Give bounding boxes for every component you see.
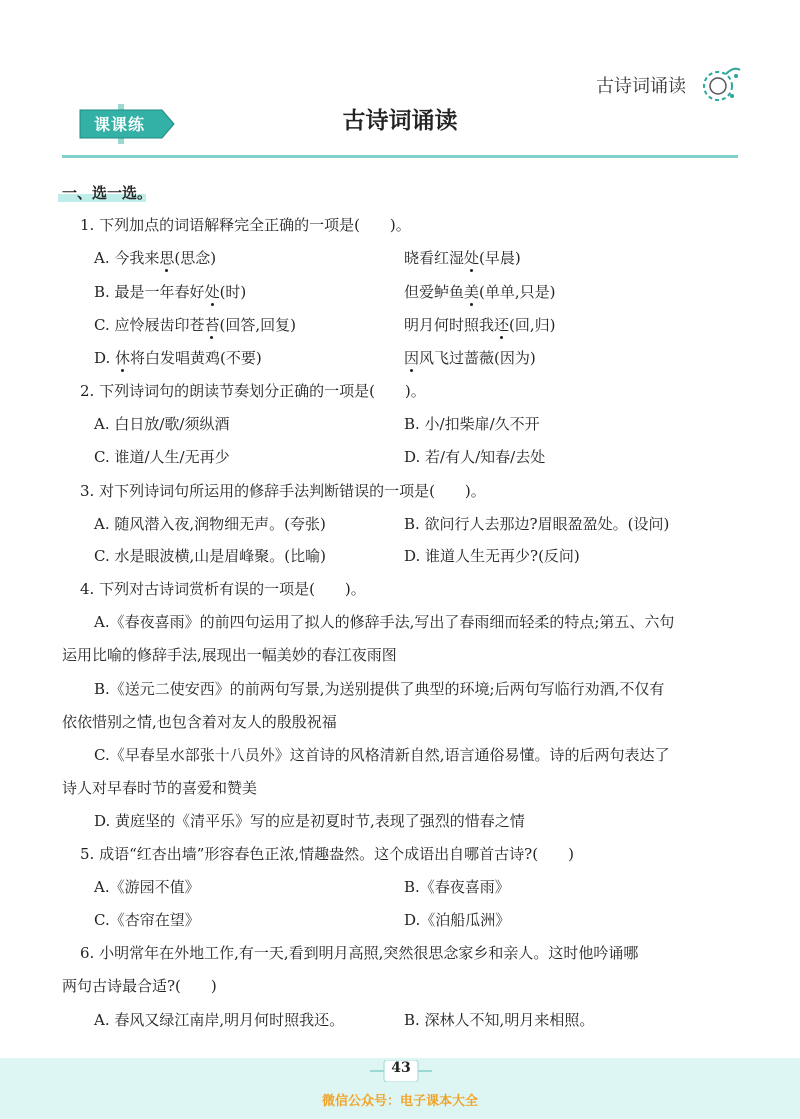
q4-option-a-line1: A.《春夜喜雨》的前四句运用了拟人的修辞手法,写出了春雨细而轻柔的特点;第五、六句	[94, 613, 675, 631]
corner-title: 古诗词诵读	[596, 76, 686, 97]
q5-stem: 5. 成语“红杏出墙”形容春色正浓,情趣盎然。这个成语出自哪首古诗?( )	[80, 845, 574, 863]
q3-stem: 3. 对下列诗词句所运用的修辞手法判断错误的一项是( )。	[80, 482, 486, 500]
q3-option-b: B. 欲问行人去那边?眉眼盈盈处。(设问)	[404, 515, 670, 533]
q1-option-c-right: 明月何时照我还(回,归)	[404, 316, 556, 334]
page-number: 43	[391, 1060, 411, 1076]
q6-option-b: B. 深林人不知,明月来相照。	[404, 1011, 595, 1029]
q3-option-d: D. 谁道人生无再少?(反问)	[404, 547, 580, 565]
q5-option-c: C.《杏帘在望》	[94, 911, 200, 929]
page-title: 古诗词诵读	[342, 108, 458, 134]
q6-stem-line2: 两句古诗最合适?( )	[62, 977, 217, 995]
q4-option-a-line2: 运用比喻的修辞手法,展现出一幅美妙的春江夜雨图	[62, 646, 397, 664]
dotted-char: 还	[494, 316, 510, 334]
q3-option-c: C. 水是眼波横,山是眉峰聚。(比喻)	[94, 547, 326, 565]
q1-option-b-right: 但爱鲈鱼美(单单,只是)	[404, 283, 556, 301]
dotted-char: 思	[159, 249, 175, 267]
q1-option-c: C. 应怜屐齿印苍苔(回答,回复)	[94, 316, 296, 334]
q1-option-b: B. 最是一年春好处(时)	[94, 283, 247, 301]
q4-option-d: D. 黄庭坚的《清平乐》写的应是初夏时节,表现了强烈的惜春之情	[94, 812, 525, 830]
q2-option-a: A. 白日放/歌/须纵酒	[94, 415, 230, 433]
q4-option-c-line1: C.《早春呈水部张十八员外》这首诗的风格清新自然,语言通俗易懂。诗的后两句表达了	[94, 746, 670, 764]
dotted-char: 休	[115, 349, 131, 367]
dotted-char: 处	[464, 249, 480, 267]
q4-stem: 4. 下列对古诗词赏析有误的一项是( )。	[80, 580, 366, 598]
q4-option-c-line2: 诗人对早春时节的喜爱和赞美	[62, 779, 258, 797]
section-heading: 一、选一选。	[62, 184, 153, 202]
q2-option-c: C. 谁道/人生/无再少	[94, 448, 230, 466]
q3-option-a: A. 随风潜入夜,润物细无声。(夸张)	[94, 515, 326, 533]
q1-option-a: A. 今我来思(思念)	[94, 249, 217, 267]
dotted-char: 处	[204, 283, 220, 301]
q1-stem: 1. 下列加点的词语解释完全正确的一项是( )。	[80, 216, 411, 234]
q5-option-d: D.《泊船瓜洲》	[404, 911, 511, 929]
q1-option-d-right: 因风飞过蔷薇(因为)	[404, 349, 536, 367]
footer-wechat-note: 微信公众号：电子课本大全	[321, 1094, 478, 1109]
dotted-char: 因	[404, 349, 420, 367]
q6-stem-line1: 6. 小明常年在外地工作,有一天,看到明月高照,突然很思念家乡和亲人。这时他吟诵哪	[80, 944, 639, 962]
q2-option-d: D. 若/有人/知春/去处	[404, 448, 546, 466]
header-divider	[62, 155, 738, 158]
q1-option-d: D. 休将白发唱黄鸡(不要)	[94, 349, 262, 367]
q4-option-b-line2: 依依惜别之情,也包含着对友人的殷殷祝福	[62, 713, 337, 731]
dotted-char: 苔	[204, 316, 220, 334]
q6-option-a: A. 春风又绿江南岸,明月何时照我还。	[94, 1011, 345, 1029]
q1-option-a-right: 晓看红湿处(早晨)	[404, 249, 521, 267]
q5-option-a: A.《游园不值》	[94, 878, 200, 896]
q2-stem: 2. 下列诗词句的朗读节奏划分正确的一项是( )。	[80, 382, 426, 400]
dotted-char: 美	[464, 283, 480, 301]
badge-label: 课课练	[94, 115, 146, 134]
q2-option-b: B. 小/扣柴扉/久不开	[404, 415, 540, 433]
ornament-icon	[696, 60, 744, 108]
q4-option-b-line1: B.《送元二使安西》的前两句写景,为送别提供了典型的环境;后两句写临行劝酒,不仅有	[94, 680, 665, 698]
q5-option-b: B.《春夜喜雨》	[404, 878, 510, 896]
